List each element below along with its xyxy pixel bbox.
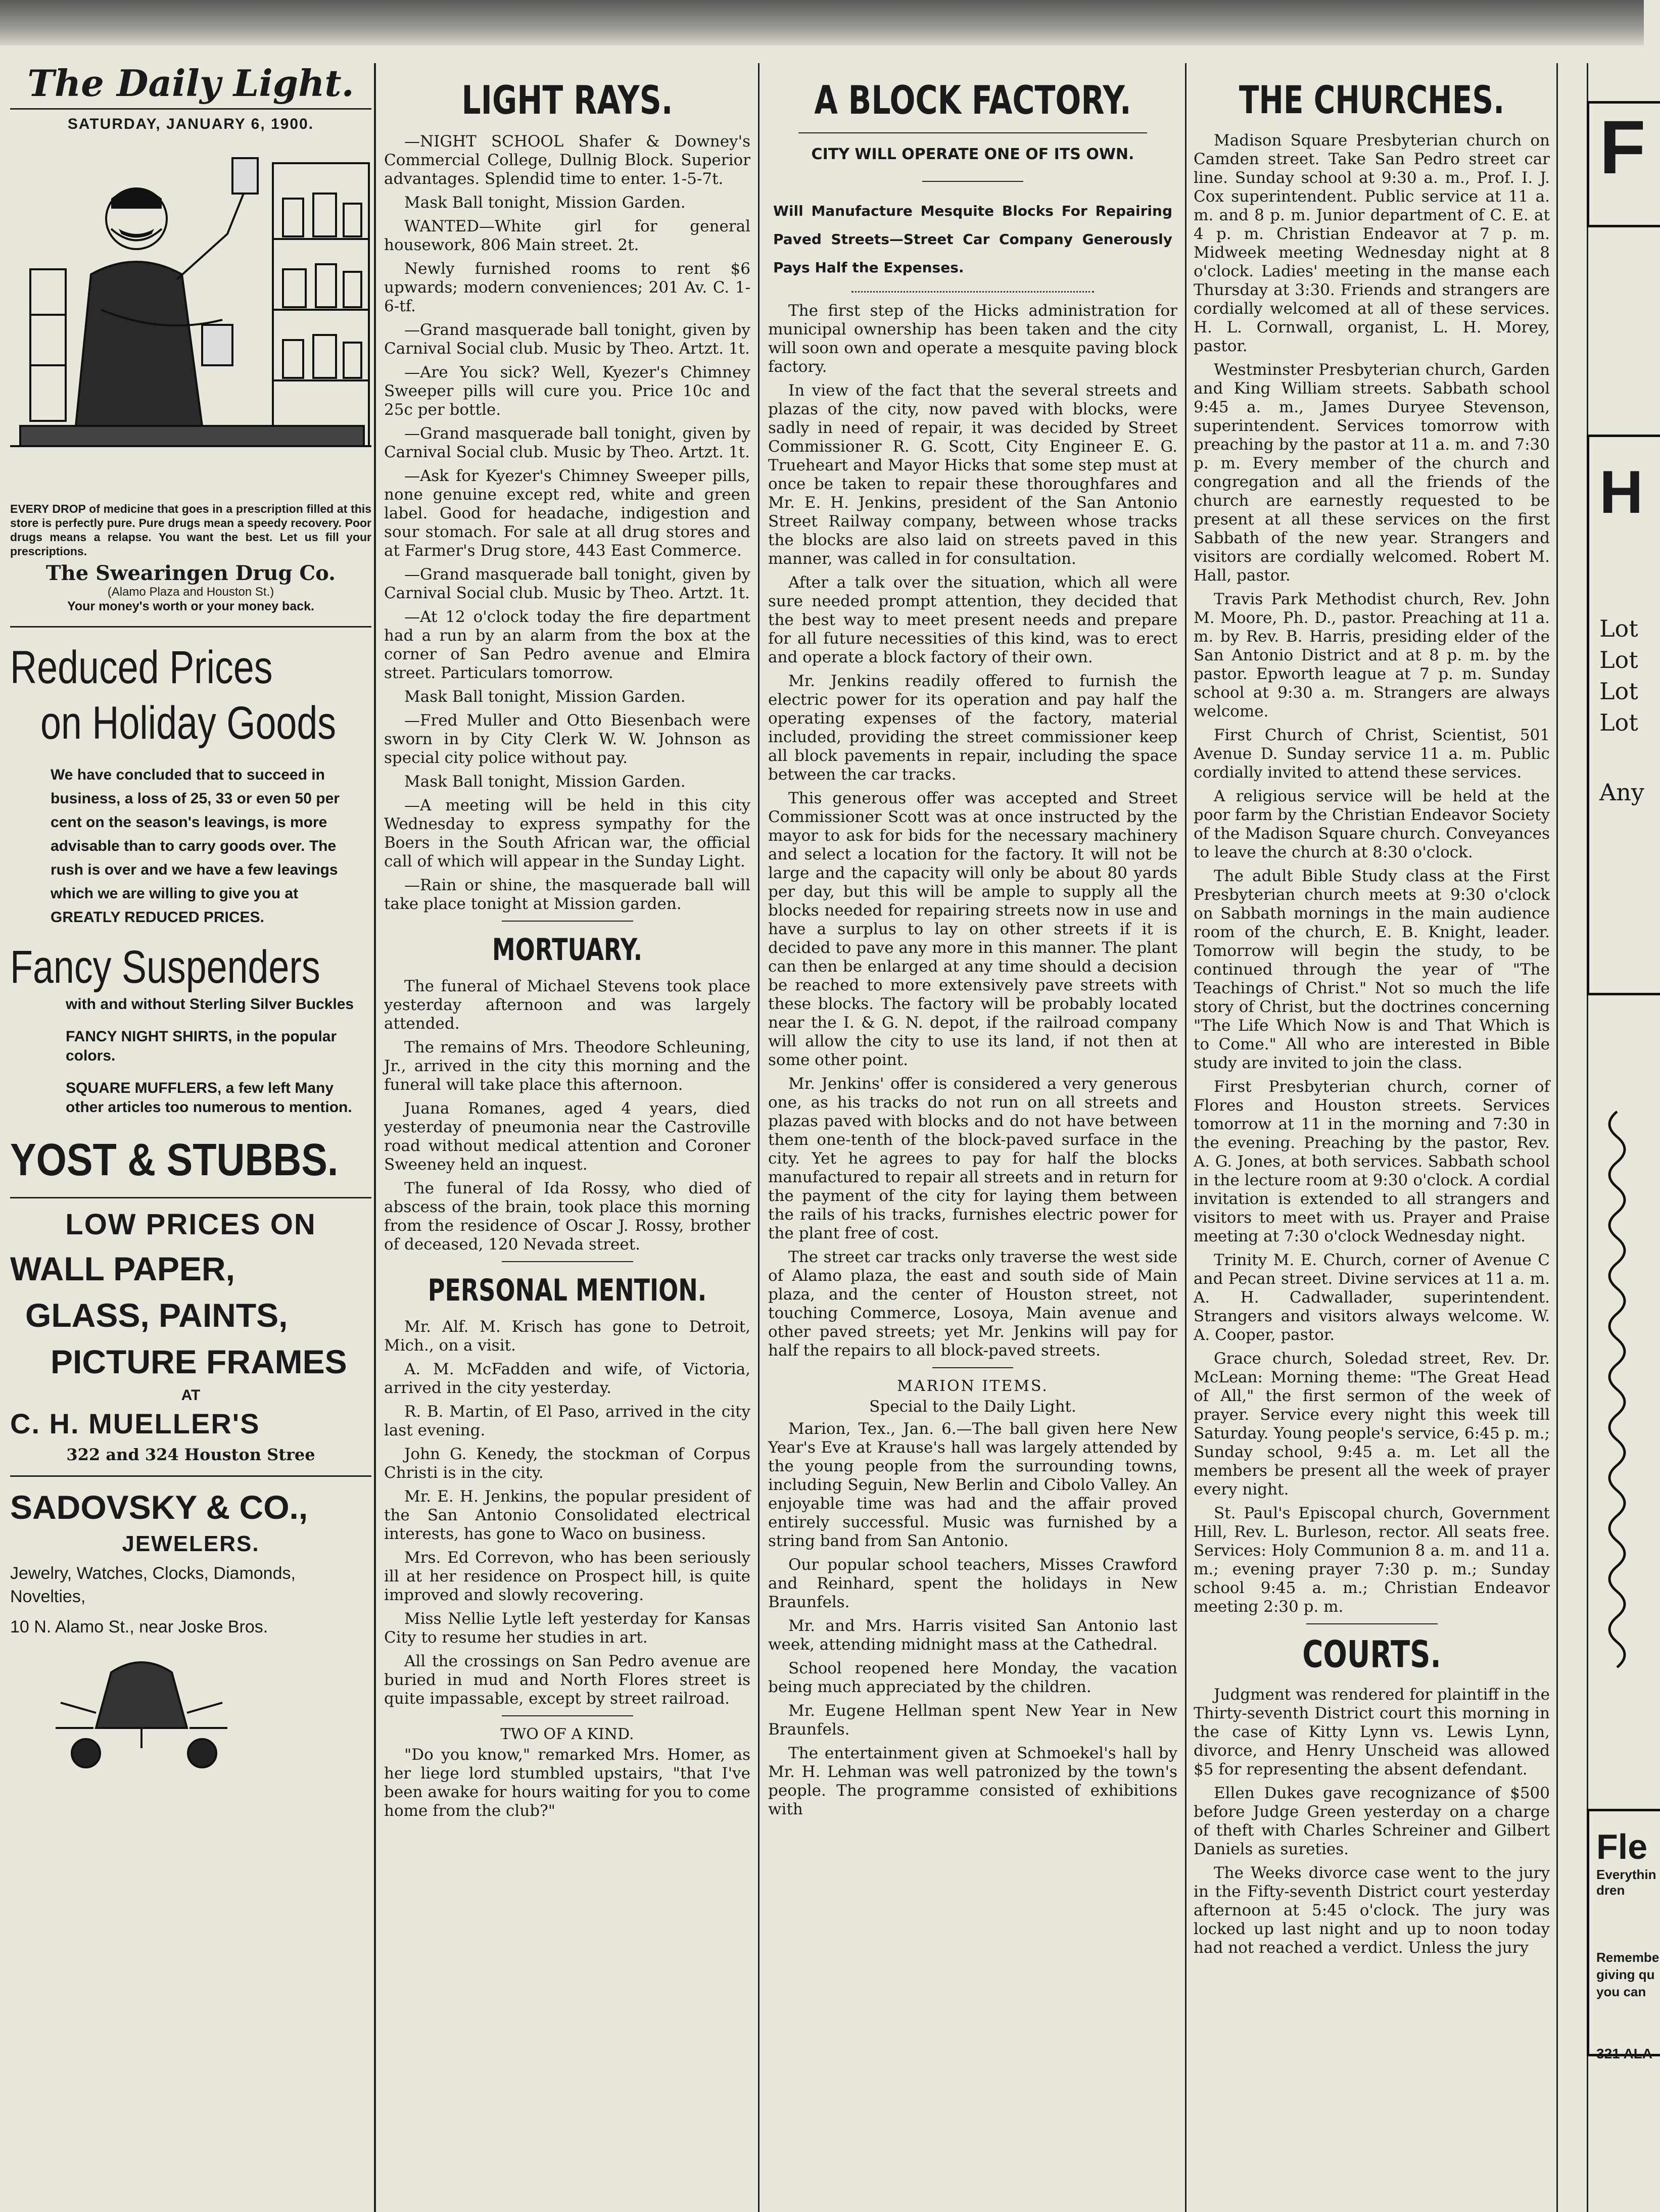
marion-items-article xyxy=(768,1420,1177,1819)
churches-column xyxy=(1194,71,1550,2208)
light-rays-title: LIGHT RAYS. xyxy=(461,77,673,124)
block-factory-column xyxy=(768,71,1177,2208)
drug-ad-text: EVERY DROP of medicine that goes in a prescription filled at this store is perfectly pure. Pure drugs mean a speedy recovery. Poor drugs means a relapse. You want the best. Let us fill your prescriptions. xyxy=(10,502,371,558)
ads-column xyxy=(10,61,371,2208)
mueller-address: 322 and 324 Houston Stree xyxy=(66,1445,315,1464)
marion-paragraph: School reopened here Monday, the vacation being much appreciated by the children. xyxy=(768,1659,1177,1696)
courts-list xyxy=(1194,1686,1550,1957)
churches-title: THE CHURCHES. xyxy=(1239,77,1505,123)
court-item: Judgment was rendered for plaintiff in the Thirty-seventh District court this morning in the case of Kitty Lynn vs. Lewis Lynn, divorce, and Henry Unscheid was allowed $5 for representing the absent defendant. xyxy=(1194,1686,1550,1778)
drug-address: (Alamo Plaza and Houston St.) xyxy=(107,585,274,599)
light-rays-item: —Grand masquerade ball tonight, given by Carnival Social club. Music by Theo. Artzt. 1t. xyxy=(384,321,750,358)
church-notice: Westminster Presbyterian church, Garden and King William streets. Sabbath school 9:45 a. m., James Duryee Stevenson, superintendent. Services tomorrow with preaching by the pastor at 11 a. m. and 7:30 p. m. Every member of the church and congregation and all the friends of the church are earnestly requested to be present at all these services on the first Sabbath of the new year. Strangers and visitors are cordially welcomed. Robert M. Hall, pastor. xyxy=(1194,361,1550,585)
two-of-a-kind-text: "Do you know," remarked Mrs. Homer, as her liege lord stumbled upstairs, "that I've been awake for hours waiting for you to come home from the club?" xyxy=(384,1746,750,1820)
cutoff-ad-1: F xyxy=(1587,101,1660,227)
personal-mention-item: All the crossings on San Pedro avenue are buried in mud and North Flores street is quite impassable, except by street railroad. xyxy=(384,1652,750,1708)
churches-list xyxy=(1194,131,1550,1616)
light-rays-item: Mask Ball tonight, Mission Garden. xyxy=(404,688,686,706)
yost-ad xyxy=(10,640,371,1188)
personal-mention-item: Miss Nellie Lytle left yesterday for Kansas City to resume her studies in art. xyxy=(384,1610,750,1647)
light-rays-item: —NIGHT SCHOOL Shafer & Downey's Commercial College, Dullnig Block. Superior advantages. Splendid time to enter. 1-5-7t. xyxy=(384,132,750,188)
mueller-line-4: PICTURE FRAMES xyxy=(51,1343,347,1380)
mortuary-item: Juana Romanes, aged 4 years, died yesterday of pneumonia near the Castroville road without medical attention and Coroner Sweeney held an inquest. xyxy=(384,1099,750,1174)
lot-line: Lot xyxy=(1599,709,1638,736)
personal-mention-item: John G. Kenedy, the stockman of Corpus Christi is in the city. xyxy=(384,1445,750,1482)
fancy-suspenders-headline: Fancy Suspenders xyxy=(10,941,320,993)
yost-stubbs-firm: YOST & STUBBS. xyxy=(10,1135,339,1185)
block-factory-paragraph: This generous offer was accepted and Street Commissioner Scott was at once instructed by the mayor to ask for bids for the necessary machinery and select a location for the factory. It will not be large and the capacity will only be about 80 yards per day, but this will be ample to supply all the blocks needed for repairing streets now in use and have a surplus to lay on other streets if it is decided to pave any more in this manner. The plant can then be enlarged at any time should a decision be reached to more extensively pave streets with these blocks. The factory will be probably located near the I. & G. N. depot, if the railroad company will allow the city to use its land, if not then at some other point. xyxy=(768,789,1177,1069)
light-rays-item: Newly furnished rooms to rent $6 upwards; modern conveniences; 201 Av. C. 1-6-tf. xyxy=(384,260,750,315)
personal-mention-list xyxy=(384,1318,750,1708)
light-rays-item: Mask Ball tonight, Mission Garden. xyxy=(404,194,686,212)
light-rays-item: —Fred Muller and Otto Biesenbach were sworn in by City Clerk W. W. Johnson as special city police without pay. xyxy=(384,711,750,767)
marion-paragraph: The entertainment given at Schmoekel's hall by Mr. H. Lehman was well patronized by the town's people. The programme consisted of exhibitions with xyxy=(768,1744,1177,1818)
mortuary-title: MORTUARY. xyxy=(492,931,643,968)
yost-ad-body: We have concluded that to succeed in business, a loss of 25, 33 or even 50 per cent on the season's leavings, is more advisable than to carry goods over. The rush is over and we have a few leavings which we are willing to give you at GREATLY REDUCED PRICES. xyxy=(51,766,340,926)
light-rays-list xyxy=(384,132,750,913)
block-factory-paragraph: The street car tracks only traverse the west side of Alamo plaza, the east and south side of Main plaza, and the center of Houston street, not touching Commerce, Losoya, Main avenue and other paved streets; yet Mr. Jenkins will pay for half the repairs to all block-paved streets. xyxy=(768,1248,1177,1360)
block-factory-deck-2: Will Manufacture Mesquite Blocks For Repairing Paved Streets—Street Car Company Generously Pays Half the Expenses. xyxy=(773,203,1172,276)
block-factory-deck-1: CITY WILL OPERATE ONE OF ITS OWN. xyxy=(811,146,1134,163)
drug-ad xyxy=(10,143,371,614)
marion-paragraph: Mr. Eugene Hellman spent New Year in New Braunfels. xyxy=(768,1702,1177,1739)
mortuary-list xyxy=(384,977,750,1254)
dateline: SATURDAY, JANUARY 6, 1900. xyxy=(67,116,314,132)
mueller-line-3: GLASS, PAINTS, xyxy=(25,1296,288,1334)
cutoff-ad-3: Fle Everythin dren Remembe giving qu you can 321 ALA xyxy=(1587,1809,1660,2056)
sadovsky-ad xyxy=(10,1488,371,1637)
church-notice: First Church of Christ, Scientist, 501 Avenue D. Sunday service 11 a. m. Public cordially invited to attend these services. xyxy=(1194,726,1550,782)
light-rays-item: —A meeting will be held in this city Wednesday to express sympathy for the Boers in the South African war, the official call of which will appear in the Sunday Light. xyxy=(384,796,750,871)
courts-title: COURTS. xyxy=(1302,1633,1441,1676)
church-notice: St. Paul's Episcopal church, Government Hill, Rev. L. Burleson, rector. All seats free. Services: Holy Communion 8 a. m. and 11 a. m.; evening prayer 7:30 p. m.; Sunday school 9:45 a. m.; Christian Endeavor meeting 2:30 p. m. xyxy=(1194,1504,1550,1616)
church-notice: Travis Park Methodist church, Rev. John M. Moore, Ph. D., pastor. Preaching at 11 a. m. by Rev. B. Harris, presiding elder of the San Antonio District and at 8 p. m. by the pastor. Epworth league at 7 p. m. Sunday school at 9:30 a. m. Strangers are always welcome. xyxy=(1194,590,1550,720)
masthead xyxy=(10,61,371,133)
column-rule xyxy=(1556,63,1558,2212)
block-factory-article xyxy=(768,302,1177,1360)
church-notice: Grace church, Soledad street, Rev. Dr. McLean: Morning theme: "The Great Head of All," the first sermon of the week of prayer. Service every night this week till Saturday. Young people's service, 6:45 p. m.; Sunday school, 9:45 a. m. Let all the members be present all the week of prayer every night. xyxy=(1194,1350,1550,1499)
suspenders-text: with and without Sterling Silver Buckles xyxy=(66,996,354,1013)
church-notice: Madison Square Presbyterian church on Camden street. Take San Pedro street car line. Sunday school at 9:30 a. m., Prof. I. J. Cox superintendent. Public service at 11 a. m. and 8 p. m. Junior department of C. E. at 4 p. m. Christian Endeavor at 7 p. m. Midweek meeting Wednesday night at 8 o'clock. Ladies' meeting in the manse each Thursday at 3:30. Friends and strangers are cordially welcomed at all of these services. H. L. Cornwall, organist, L. H. Morey, pastor. xyxy=(1194,131,1550,355)
church-notice: First Presbyterian church, corner of Flores and Houston streets. Services tomorrow at 11 in the morning and 7:30 in the evening. Preaching by the pastor, Rev. A. G. Jones, at both services. Sabbath school in the lecture room at 9:30 o'clock. A cordial invitation is extended to all strangers and visitors to meet with us. Prayer and Praise meeting at 7:30 o'clock Wednesday night. xyxy=(1194,1078,1550,1245)
marion-special: Special to the Daily Light. xyxy=(869,1398,1076,1416)
bell-illustration xyxy=(10,1652,371,1768)
mortuary-item: The remains of Mrs. Theodore Schleuning, Jr., arrived in the city this morning and the funeral will take place this afternoon. xyxy=(384,1038,750,1094)
personal-mention-item: Mrs. Ed Correvon, who has been seriously ill at her residence on Prospect hill, is quite improved and slowly recovering. xyxy=(384,1549,750,1604)
any-text: Any xyxy=(1599,779,1644,806)
mueller-firm: C. H. MUELLER'S xyxy=(10,1408,260,1439)
column-rule xyxy=(758,63,760,2212)
two-of-a-kind-title: TWO OF A KIND. xyxy=(500,1725,634,1743)
mueller-line-1: LOW PRICES ON xyxy=(65,1208,316,1241)
reduced-prices-headline: Reduced Prices xyxy=(10,642,273,693)
sadovsky-goods: Jewelry, Watches, Clocks, Diamonds, Novelties, xyxy=(10,1564,296,1606)
lot-line: Lot xyxy=(1599,646,1638,674)
holiday-goods-headline: on Holiday Goods xyxy=(40,697,337,749)
block-factory-paragraph: After a talk over the situation, which all were sure needed prompt attention, they decided that the best way to meet present needs and prepare for all future necessities of this kind, was to erect and operate a block factory of their own. xyxy=(768,573,1177,666)
druggist-illustration xyxy=(10,143,371,497)
light-rays-item: —Are You sick? Well, Kyezer's Chimney Sweeper pills will cure you. Price 10c and 25c per bottle. xyxy=(384,363,750,419)
light-rays-item: —Grand masquerade ball tonight, given by Carnival Social club. Music by Theo. Artzt. 1t. xyxy=(384,565,750,602)
wavy-border xyxy=(1597,1112,1637,1667)
scan-edge-shadow xyxy=(0,0,1644,45)
personal-mention-title: PERSONAL MENTION. xyxy=(428,1272,707,1308)
light-rays-column xyxy=(384,71,750,2208)
church-notice: Trinity M. E. Church, corner of Avenue C and Pecan street. Divine services at 11 a. m. A. H. Cadwallader, superintendent. Strangers and visitors always welcome. W. A. Cooper, pastor. xyxy=(1194,1251,1550,1344)
personal-mention-item: Mr. Alf. M. Krisch has gone to Detroit, Mich., on a visit. xyxy=(384,1318,750,1355)
church-notice: The adult Bible Study class at the First Presbyterian church meets at 9:30 o'clock on Sabbath mornings in the main audience room of the church, E. B. Knight, leader. Tomorrow will begin the study, to be continued through the year of "The Teachings of Christ." Not so much the life story of Christ, but the doctrines concerning "The Life Which Now is and That Which is to Come." All who are interested in Bible study are invited to join the class. xyxy=(1194,867,1550,1072)
court-item: The Weeks divorce case went to the jury in the Fifty-seventh District court yesterday afternoon at 5:45 o'clock. The jury was locked up last night and up to noon today had not reached a verdict. Unless the jury xyxy=(1194,1864,1550,1957)
marion-paragraph: Marion, Tex., Jan. 6.—The ball given here New Year's Eve at Krause's hall was largely attended by the young people from the surrounding towns, including Seguin, New Berlin and Cibolo Valley. An enjoyable time was had and the affair proved entirely successful. Music was furnished by a string band from San Antonio. xyxy=(768,1420,1177,1550)
marion-paragraph: Our popular school teachers, Misses Crawford and Reinhard, spent the holidays in New Braunfels. xyxy=(768,1556,1177,1611)
court-item: Ellen Dukes gave recognizance of $500 before Judge Green yesterday on a charge of theft with Charles Schreiner and Gilbert Daniels as sureties. xyxy=(1194,1784,1550,1858)
mueller-line-2: WALL PAPER, xyxy=(10,1250,235,1287)
light-rays-item: Mask Ball tonight, Mission Garden. xyxy=(404,773,686,791)
marion-items-title: MARION ITEMS. xyxy=(897,1377,1049,1395)
personal-mention-item: R. B. Martin, of El Paso, arrived in the city last evening. xyxy=(384,1403,750,1439)
personal-mention-item: A. M. McFadden and wife, of Victoria, arrived in the city yesterday. xyxy=(384,1360,750,1397)
drug-slogan: Your money's worth or your money back. xyxy=(67,599,314,613)
block-factory-paragraph: The first step of the Hicks administration for municipal ownership has been taken and the city will soon own and operate a mesquite paving block factory. xyxy=(768,302,1177,376)
mueller-ad xyxy=(10,1208,371,1464)
sadovsky-trade: JEWELERS. xyxy=(122,1531,260,1556)
column-rule xyxy=(374,63,376,2212)
right-edge-ads xyxy=(1567,61,1659,2212)
paper-name: The Daily Light. xyxy=(27,62,354,105)
column-rule xyxy=(1185,63,1187,2212)
mueller-at: AT xyxy=(181,1387,201,1404)
drug-company: The Swearingen Drug Co. xyxy=(45,561,336,585)
light-rays-item: —At 12 o'clock today the fire department had a run by an alarm from the box at the corner of San Pedro avenue and Elmira street. Particulars tomorrow. xyxy=(384,608,750,682)
cutoff-ad-2: H Lot Lot Lot Lot Any xyxy=(1587,435,1660,995)
light-rays-item: WANTED—White girl for general housework, 806 Main street. 2t. xyxy=(384,217,750,254)
block-factory-paragraph: In view of the fact that the several streets and plazas of the city, now paved with blocks, were sadly in need of repair, it was decided by Street Commissioner R. G. Scott, City Engineer E. G. Trueheart and Mayor Hicks that some step must at once be taken to repair these thoroughfares and Mr. E. H. Jenkins, president of the San Antonio Street Railway company, between whose tracks the blocks are also laid on streets paved in this manner, was called in for consultation. xyxy=(768,381,1177,568)
block-factory-paragraph: Mr. Jenkins' offer is considered a very generous one, as his tracks do not run on all streets and plazas paved with blocks and do not have between them one-tenth of the block-paved surface in the city. Yet he agrees to pay for half the blocks manufactured to repair all streets and in return for the payment of the city for laying them between the rails of his tracks, furnishes electric power for the plant free of cost. xyxy=(768,1075,1177,1242)
mortuary-item: The funeral of Michael Stevens took place yesterday afternoon and was largely attended. xyxy=(384,977,750,1033)
lot-line: Lot xyxy=(1599,615,1638,642)
lot-line: Lot xyxy=(1599,678,1638,705)
marion-paragraph: Mr. and Mrs. Harris visited San Antonio last week, attending midnight mass at the Cathedral. xyxy=(768,1617,1177,1654)
light-rays-item: —Grand masquerade ball tonight, given by Carnival Social club. Music by Theo. Artzt. 1t. xyxy=(384,424,750,461)
block-factory-title: A BLOCK FACTORY. xyxy=(814,77,1131,124)
block-factory-paragraph: Mr. Jenkins readily offered to furnish the electric power for its operation and pay half the operating expenses of the factory, material included, providing the street commissioner keep all block pavements in repair, including the space between the car tracks. xyxy=(768,672,1177,784)
mufflers-text: SQUARE MUFFLERS, a few left Many other articles too numerous to mention. xyxy=(66,1080,352,1116)
mortuary-item: The funeral of Ida Rossy, who died of abscess of the brain, took place this morning from the residence of Oscar J. Rossy, brother of deceased, 120 Nevada street. xyxy=(384,1179,750,1254)
light-rays-item: —Rain or shine, the masquerade ball will take place tonight at Mission garden. xyxy=(384,876,750,913)
church-notice: A religious service will be held at the poor farm by the Christian Endeavor Society of the Madison Square church. Conveyances to leave the church at 8:30 o'clock. xyxy=(1194,787,1550,861)
personal-mention-item: Mr. E. H. Jenkins, the popular president of the San Antonio Consolidated electrical interests, has gone to Waco on business. xyxy=(384,1487,750,1543)
night-shirts-text: FANCY NIGHT SHIRTS, in the popular colors. xyxy=(66,1028,337,1064)
sadovsky-address: 10 N. Alamo St., near Joske Bros. xyxy=(10,1617,268,1637)
light-rays-item: —Ask for Kyezer's Chimney Sweeper pills, none genuine except red, white and green label. Good for headache, indigestion and sour stomach. For sale at all drug stores and at Farmer's Drug store, 443 East Commerce. xyxy=(384,467,750,560)
sadovsky-firm: SADOVSKY & CO., xyxy=(10,1488,308,1526)
